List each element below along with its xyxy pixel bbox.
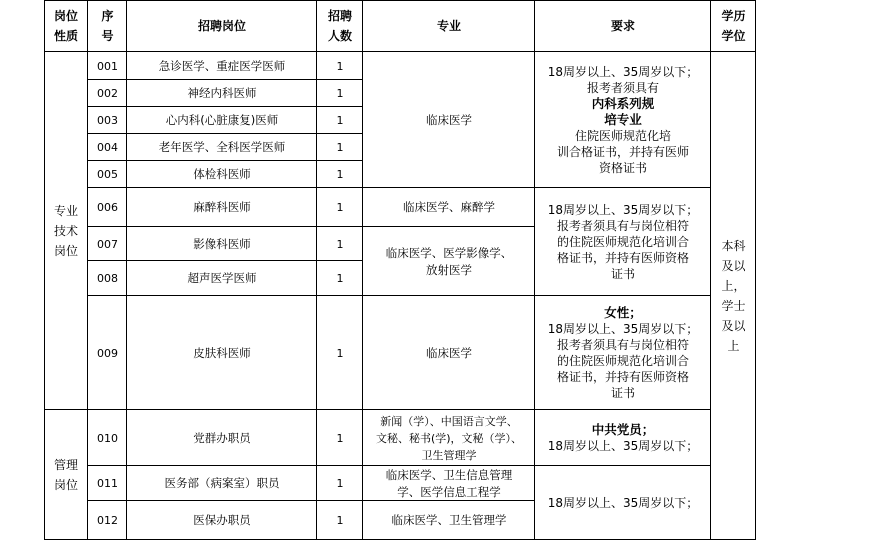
header-position: 招聘岗位 bbox=[197, 19, 246, 33]
count-008: 1 bbox=[336, 272, 344, 285]
major-cell-1: 临床医学 bbox=[426, 112, 472, 127]
header-nature: 岗位性质 bbox=[53, 9, 78, 43]
position-012: 医保办职员 bbox=[193, 513, 251, 527]
header-degree: 学历学位 bbox=[721, 9, 746, 43]
count-003: 1 bbox=[336, 114, 344, 127]
count-007: 1 bbox=[336, 237, 344, 251]
seq-002: 002 bbox=[97, 87, 118, 100]
major-cell-5: 新闻（学）、中国语言文学、 文秘、秘书(学)，文秘（学）、 卫生管理学 bbox=[375, 414, 523, 462]
header-requirement: 要求 bbox=[610, 19, 635, 33]
position-006: 麻醉科医师 bbox=[193, 200, 251, 214]
major-cell-2: 临床医学、麻醉学 bbox=[403, 200, 495, 214]
requirement-cell-4: 中共党员； 18周岁以上、35周岁以下； bbox=[547, 422, 699, 453]
seq-011: 011 bbox=[97, 477, 118, 490]
major-cell-3: 临床医学、医学影像学、 放射医学 bbox=[385, 245, 513, 277]
position-002: 神经内科医师 bbox=[187, 86, 257, 100]
position-008: 超声医学医师 bbox=[187, 271, 257, 285]
seq-006: 006 bbox=[97, 201, 118, 214]
count-001: 1 bbox=[336, 59, 344, 73]
position-003: 心内科(心脏康复)医师 bbox=[165, 113, 279, 127]
requirement-cell-2: 18周岁以上、35周岁以下； 报考者须具有与岗位相符 的住院医师规范化培训合 格证书，并持有医师资格 证书 bbox=[547, 203, 699, 281]
seq-007: 007 bbox=[97, 237, 118, 251]
count-002: 1 bbox=[336, 87, 344, 100]
requirement-cell-3: 女性； 18周岁以上、35周岁以下； 报考者须具有与岗位相符 的住院医师规范化培训合 格证书，并持有医师资格 证书 bbox=[547, 305, 699, 400]
position-005: 体检科医师 bbox=[193, 167, 251, 181]
count-006: 1 bbox=[336, 201, 344, 214]
position-010: 党群办职员 bbox=[193, 430, 251, 445]
group-mgmt: 管理岗位 bbox=[53, 458, 78, 492]
position-001: 急诊医学、重症医学医师 bbox=[158, 58, 286, 73]
recruitment-table bbox=[44, 0, 756, 540]
header-seq: 序号 bbox=[101, 9, 114, 43]
seq-005: 005 bbox=[97, 168, 118, 181]
major-cell-4: 临床医学 bbox=[426, 345, 472, 360]
seq-009: 009 bbox=[97, 346, 118, 360]
major-cell-7: 临床医学、卫生管理学 bbox=[391, 513, 507, 527]
seq-001: 001 bbox=[97, 59, 118, 73]
position-004: 老年医学、全科医学医师 bbox=[158, 140, 286, 154]
header-major: 专业 bbox=[436, 19, 461, 33]
count-010: 1 bbox=[336, 431, 344, 445]
header-count: 招聘人数 bbox=[327, 9, 352, 43]
count-011: 1 bbox=[336, 477, 344, 490]
requirement-cell-1: 18周岁以上、35周岁以下； 报考者须具有 内科系列规 培专业 住院医师规范化培 训合格证书，并持有医师 资格证书 bbox=[547, 65, 699, 175]
seq-012: 012 bbox=[97, 514, 118, 527]
major-cell-6: 临床医学、卫生信息管理 学、医学信息工程学 bbox=[385, 467, 513, 499]
degree-cell: 本科 及以 上， 学士 及以 上 bbox=[721, 239, 746, 353]
count-009: 1 bbox=[336, 346, 344, 360]
seq-004: 004 bbox=[97, 141, 118, 154]
position-007: 影像科医师 bbox=[193, 236, 251, 251]
group-tech: 专业技术岗位 bbox=[53, 204, 78, 258]
seq-008: 008 bbox=[97, 272, 118, 285]
count-012: 1 bbox=[336, 514, 344, 527]
seq-010: 010 bbox=[97, 431, 118, 445]
requirement-cell-5: 18周岁以上、35周岁以下； bbox=[547, 496, 699, 510]
count-005: 1 bbox=[336, 168, 344, 181]
seq-003: 003 bbox=[97, 114, 118, 127]
position-009: 皮肤科医师 bbox=[193, 345, 251, 360]
position-011: 医务部（病案室）职员 bbox=[164, 476, 280, 490]
count-004: 1 bbox=[336, 141, 344, 154]
